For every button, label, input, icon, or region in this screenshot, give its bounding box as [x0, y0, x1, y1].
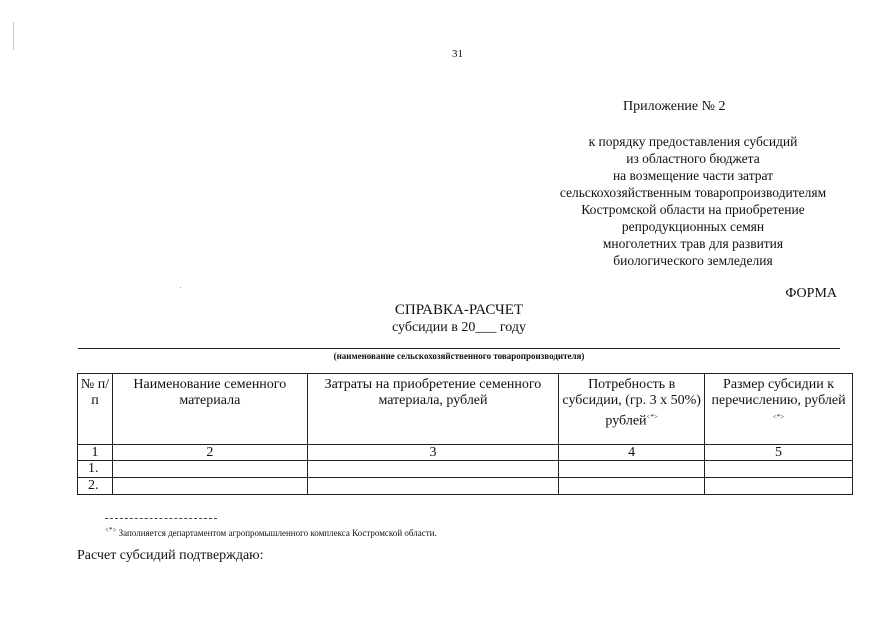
cell-material: [112, 461, 307, 478]
producer-caption: (наименование сельскохозяйственного товаропроизводителя): [333, 351, 585, 361]
appendix-line: сельскохозяйственным товаропроизводителям: [559, 185, 827, 200]
cell-need: [559, 461, 705, 478]
column-number: 5: [705, 445, 853, 461]
table-row: [78, 461, 853, 478]
footnote: [105, 526, 437, 538]
cell-material: [112, 478, 307, 495]
header-need-text: Потребность в субсидии, (гр. 3 х 50%) рублей: [562, 377, 701, 429]
table-header-row: [78, 374, 853, 445]
page-number: 31: [452, 48, 463, 60]
header-costs: Затраты на приобретение семенного материала, рублей: [307, 374, 559, 445]
row-number: 2.: [78, 478, 113, 495]
appendix-title: Приложение № 2: [623, 99, 726, 114]
document-title: СПРАВКА-РАСЧЕТ: [394, 302, 524, 318]
column-number: 1: [78, 445, 113, 461]
row-number: 1.: [78, 461, 113, 478]
form-label: ФОРМА: [785, 286, 837, 301]
appendix-line: Костромской области на приобретение: [581, 202, 805, 217]
column-number: 2: [112, 445, 307, 461]
cell-amount: [705, 461, 853, 478]
appendix-line: из областного бюджета: [626, 151, 760, 166]
header-num: № п/п: [78, 374, 113, 445]
header-material: Наименование семенного материала: [112, 374, 307, 445]
appendix-description: [546, 133, 840, 269]
header-amount: [705, 374, 853, 445]
subsidy-table: [77, 373, 853, 495]
footnote-separator: [105, 518, 217, 519]
footnote-mark: <*>: [646, 413, 658, 421]
table-row: [78, 478, 853, 495]
cell-costs: [307, 478, 559, 495]
appendix-line: репродукционных семян: [621, 219, 765, 234]
appendix-line: на возмещение части затрат: [612, 168, 774, 183]
appendix-line: многолетних трав для развития: [602, 236, 784, 251]
column-number: 3: [307, 445, 559, 461]
producer-name-line: [78, 348, 840, 349]
confirmation-text: Расчет субсидий подтверждаю:: [77, 548, 264, 563]
footnote-mark: <*>: [772, 413, 785, 421]
footnote-mark: <*>: [105, 526, 117, 534]
document-subtitle: субсидии в 20___ году: [391, 320, 526, 335]
column-number: 4: [559, 445, 705, 461]
cell-amount: [705, 478, 853, 495]
column-number-row: [78, 445, 853, 461]
header-amount-text: Размер субсидии к перечислению, рублей: [711, 377, 846, 408]
footnote-text: Заполняется департаментом агропромышленного комплекса Костромской области.: [118, 528, 437, 538]
cell-costs: [307, 461, 559, 478]
scan-edge-mark: [13, 22, 14, 50]
appendix-line: к порядку предоставления субсидий: [588, 134, 798, 149]
cell-need: [559, 478, 705, 495]
header-need: [559, 374, 705, 445]
appendix-line: биологического земледелия: [613, 253, 773, 268]
scan-speck: [180, 287, 181, 288]
